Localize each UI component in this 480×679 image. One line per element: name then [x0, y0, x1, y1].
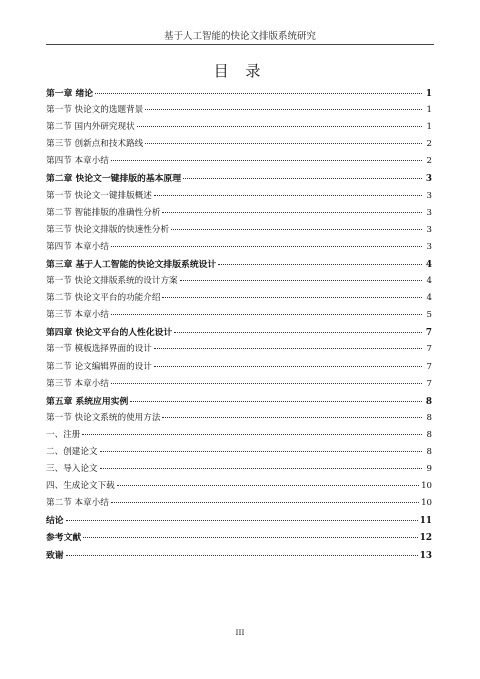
toc-section-entry[interactable]	[46, 137, 432, 154]
toc-section-entry[interactable]	[46, 377, 432, 394]
toc-section-entry[interactable]	[46, 342, 432, 359]
dot-leader	[100, 468, 422, 469]
dot-leader	[111, 383, 422, 384]
toc-entry-page-number: 8	[426, 429, 432, 440]
toc-section-entry[interactable]	[46, 428, 432, 445]
toc-entry-page-number: 8	[426, 446, 432, 457]
dot-leader	[111, 314, 422, 315]
toc-entry-page-number: 4	[426, 276, 432, 287]
dot-leader	[100, 451, 422, 452]
header-rule	[46, 44, 434, 45]
dot-leader	[154, 366, 422, 367]
toc-entry-label: 四、生成论文下载	[46, 481, 115, 492]
dot-leader	[82, 434, 422, 435]
toc-section-entry[interactable]	[46, 411, 432, 428]
toc-entry-label: 第一节 快论文排版系统的设计方案	[46, 276, 178, 287]
toc-entry-page-number: 2	[426, 139, 432, 150]
toc-entry-label: 第二章 快论文一键排版的基本原理	[46, 174, 182, 185]
dot-leader	[145, 109, 422, 110]
toc-section-entry[interactable]	[46, 445, 432, 462]
toc-section-entry[interactable]	[46, 308, 432, 325]
toc-entry-label: 第四节 本章小结	[46, 241, 109, 252]
toc-entry-label: 第一节 快论文的选题背景	[46, 105, 144, 116]
toc-entry-label: 参考文献	[46, 533, 82, 544]
toc-entry-page-number: 1	[426, 105, 432, 116]
toc-entry-page-number: 10	[421, 481, 432, 492]
toc-entry-label: 一、注册	[46, 429, 81, 440]
page-number-footer: III	[235, 628, 245, 637]
running-header: 基于人工智能的快论文排版系统研究	[163, 31, 316, 42]
dot-leader	[183, 178, 422, 179]
toc-section-entry[interactable]	[46, 120, 432, 137]
toc-entry-page-number: 8	[426, 412, 432, 423]
toc-chapter-entry[interactable]	[46, 171, 432, 188]
toc-entry-page-number: 4	[425, 259, 432, 270]
toc-entry-label: 第三节 本章小结	[46, 378, 109, 389]
toc-entry-label: 结论	[46, 516, 64, 527]
toc-chapter-entry[interactable]	[46, 325, 432, 342]
dot-leader	[66, 520, 418, 521]
toc-entry-page-number: 8	[425, 396, 432, 407]
toc-entry-page-number: 3	[426, 207, 432, 218]
toc-entry-label: 第二节 智能排版的准确性分析	[46, 207, 161, 218]
dot-leader	[174, 332, 422, 333]
toc-entry-page-number: 11	[419, 516, 432, 527]
toc-entry-page-number: 7	[426, 378, 432, 389]
toc-entry-page-number: 9	[426, 464, 432, 475]
toc-chapter-entry[interactable]	[46, 257, 432, 274]
dot-leader	[111, 246, 422, 247]
toc-section-entry[interactable]	[46, 154, 432, 171]
toc-section-entry[interactable]	[46, 360, 432, 377]
toc-entry-label: 第三节 快论文排版的快速性分析	[46, 224, 170, 235]
toc-entry-page-number: 4	[426, 293, 432, 304]
toc-entry-page-number: 1	[426, 122, 432, 133]
toc-entry-label: 第二节 快论文平台的功能介绍	[46, 293, 161, 304]
toc-chapter-entry[interactable]	[46, 86, 432, 103]
toc-entry-label: 第二节 论文编辑界面的设计	[46, 361, 152, 372]
toc-section-entry[interactable]	[46, 189, 432, 206]
toc-entry-page-number: 2	[426, 156, 432, 167]
toc-section-entry[interactable]	[46, 274, 432, 291]
toc-entry-label: 二、创建论文	[46, 446, 98, 457]
dot-leader	[162, 297, 422, 298]
toc-entry-label: 第四章 快论文平台的人性化设计	[46, 328, 173, 339]
toc-entry-label: 第四节 本章小结	[46, 156, 109, 167]
toc-entry-page-number: 5	[426, 310, 432, 321]
toc-section-entry[interactable]	[46, 206, 432, 223]
dot-leader	[154, 348, 422, 349]
toc-section-entry[interactable]	[46, 291, 432, 308]
toc-entry-label: 第二节 国内外研究现状	[46, 122, 135, 133]
toc-chapter-entry[interactable]	[46, 394, 432, 411]
toc-entry-page-number: 7	[426, 361, 432, 372]
toc-chapter-entry[interactable]	[46, 513, 432, 530]
toc-section-entry[interactable]	[46, 223, 432, 240]
dot-leader	[154, 195, 422, 196]
dot-leader	[66, 555, 418, 556]
toc-chapter-entry[interactable]	[46, 548, 432, 565]
dot-leader	[111, 502, 419, 503]
toc-section-entry[interactable]	[46, 240, 432, 257]
dot-leader	[171, 229, 422, 230]
toc-entry-label: 第五章 系统应用实例	[46, 396, 129, 407]
toc-entry-page-number: 10	[421, 498, 432, 509]
toc-entry-page-number: 7	[425, 328, 432, 339]
toc-entry-label: 第三节 创新点和技术路线	[46, 139, 144, 150]
toc-title: 目 录	[213, 62, 267, 80]
toc-section-entry[interactable]	[46, 103, 432, 120]
dot-leader	[137, 126, 422, 127]
dot-leader	[111, 160, 422, 161]
toc-section-entry[interactable]	[46, 479, 432, 496]
toc-entry-label: 第一节 快论文一键排版概述	[46, 190, 152, 201]
dot-leader	[145, 143, 422, 144]
toc-entry-page-number: 3	[425, 174, 432, 185]
dot-leader	[180, 280, 422, 281]
toc-entry-page-number: 13	[419, 550, 432, 561]
dot-leader	[162, 417, 422, 418]
dot-leader	[83, 537, 418, 538]
dot-leader	[95, 93, 422, 94]
toc-entry-label: 三、导入论文	[46, 464, 98, 475]
toc-entry-label: 第一章 绪论	[46, 89, 94, 99]
toc-entry-page-number: 3	[426, 190, 432, 201]
dot-leader	[130, 401, 422, 402]
dot-leader	[218, 264, 422, 265]
dot-leader	[117, 485, 419, 486]
toc-entry-page-number: 12	[419, 533, 432, 544]
toc-entry-label: 致谢	[46, 550, 64, 561]
toc-entry-page-number: 1	[425, 89, 432, 99]
toc-entry-page-number: 3	[426, 224, 432, 235]
toc-entry-page-number: 7	[426, 344, 432, 355]
toc-entry-label: 第一节 模板选择界面的设计	[46, 344, 152, 355]
toc-chapter-entry[interactable]	[46, 530, 432, 547]
toc-entry-label: 第三节 本章小结	[46, 310, 109, 321]
toc-section-entry[interactable]	[46, 496, 432, 513]
toc-entry-label: 第二节 本章小结	[46, 498, 109, 509]
toc-entry-page-number: 3	[426, 241, 432, 252]
toc-entry-label: 第一节 快论文系统的使用方法	[46, 412, 161, 423]
toc-section-entry[interactable]	[46, 462, 432, 479]
toc-entry-label: 第三章 基于人工智能的快论文排版系统设计	[46, 259, 217, 270]
table-of-contents	[46, 86, 432, 565]
dot-leader	[162, 212, 422, 213]
